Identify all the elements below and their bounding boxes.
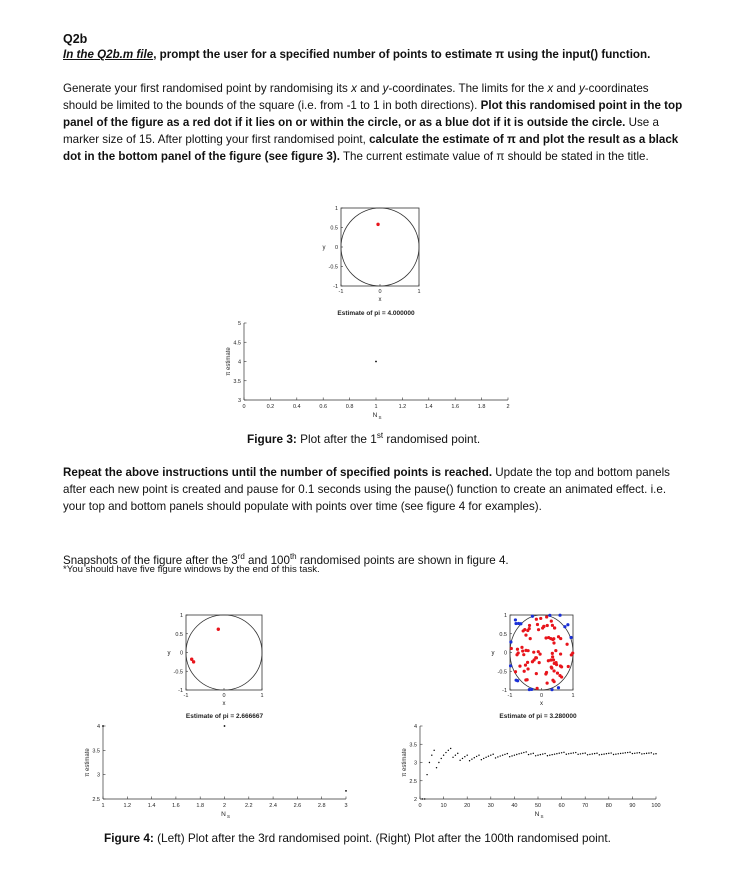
chart-title: Estimate of pi = 2.666667 [185, 713, 264, 720]
x-tick-label: -1 [338, 289, 344, 295]
unit-circle [186, 615, 262, 690]
estimate-point [655, 753, 656, 754]
x-axis-label: N [372, 412, 378, 419]
estimate-point [556, 753, 557, 754]
estimate-point [471, 758, 472, 759]
x-tick-label: 10 [440, 803, 447, 809]
point [526, 678, 529, 681]
estimate-point [651, 752, 652, 753]
x-axis-label-subscript: S [540, 814, 544, 819]
estimate-point [495, 757, 496, 758]
estimate-point [559, 753, 560, 754]
estimate-point [476, 756, 477, 757]
estimate-point [618, 753, 619, 754]
estimate-point [592, 753, 593, 754]
y-tick-label: 3.5 [233, 378, 241, 385]
point [559, 652, 562, 655]
x-tick-label: 0.2 [266, 404, 275, 410]
point [514, 622, 517, 625]
estimate-point [345, 790, 347, 792]
point [560, 675, 563, 678]
estimate-point [518, 753, 519, 754]
point [556, 672, 559, 675]
point [524, 633, 527, 636]
point [535, 618, 538, 621]
estimate-point [474, 757, 475, 758]
estimate-point [566, 754, 567, 755]
estimate-point [375, 361, 377, 363]
y-tick-label: 0.5 [499, 631, 507, 638]
estimate-point [570, 753, 571, 754]
point [531, 615, 534, 618]
y-tick-label: 0.5 [175, 631, 183, 638]
y-tick-label: 4 [96, 724, 100, 730]
point [551, 679, 554, 682]
x-axis-label-subscript: S [378, 415, 382, 420]
estimate-point [485, 757, 486, 758]
y-axis-label: y [167, 650, 171, 657]
y-tick-label: -0.5 [497, 669, 507, 676]
point [553, 626, 556, 629]
point [523, 670, 526, 673]
y-axis-label: y [491, 650, 495, 657]
x-axis-label: N [221, 811, 226, 818]
estimate-point [481, 759, 482, 760]
estimate-point [426, 774, 427, 775]
point [546, 681, 549, 684]
estimate-point [634, 753, 635, 754]
estimate-point [561, 752, 562, 753]
y-tick-label: 2 [413, 797, 417, 803]
point [509, 640, 512, 643]
estimate-point [615, 753, 616, 754]
point [517, 651, 520, 654]
y-tick-label: 3 [96, 772, 100, 779]
chart-title: Estimate of pi = 3.280000 [499, 713, 577, 720]
point [552, 637, 555, 640]
x-tick-label: 1.4 [424, 404, 433, 410]
point [526, 667, 529, 670]
estimate-point [500, 755, 501, 756]
estimate-point [511, 755, 512, 756]
estimate-point [224, 725, 226, 727]
x-tick-label: 2 [506, 404, 510, 410]
x-axis-label: x [378, 297, 382, 303]
snapshots-paragraph: Snapshots of the figure after the 3rd and 100th randomised points are shown in figure 4. [63, 552, 509, 567]
x-tick-label: 1.2 [123, 803, 132, 809]
point [552, 641, 555, 644]
estimate-point [547, 755, 548, 756]
estimate-point [521, 752, 522, 753]
estimate-point [457, 753, 458, 754]
estimate-point [544, 753, 545, 754]
point [528, 627, 531, 630]
estimate-point [613, 754, 614, 755]
point [514, 670, 517, 673]
point [550, 688, 553, 691]
estimate-point [530, 753, 531, 754]
estimate-point [507, 753, 508, 754]
estimate-point [563, 752, 564, 753]
point [523, 628, 526, 631]
y-tick-label: 2.5 [92, 797, 100, 803]
estimate-point [422, 798, 423, 799]
estimate-point [620, 753, 621, 754]
point [558, 614, 561, 617]
point [538, 661, 541, 664]
y-tick-label: 4.5 [233, 340, 241, 347]
x-tick-label: 3 [344, 803, 348, 809]
estimate-point [629, 752, 630, 753]
point [550, 620, 553, 623]
point [521, 649, 524, 652]
estimate-point [627, 752, 628, 753]
point [551, 655, 554, 658]
y-tick-label: -1 [333, 284, 338, 290]
point [571, 651, 574, 654]
point [544, 636, 547, 639]
x-tick-label: 0 [418, 803, 422, 809]
x-tick-label: 2.8 [317, 803, 326, 809]
estimate-point [429, 762, 430, 763]
x-axis-label: x [540, 701, 543, 707]
estimate-point [433, 750, 434, 751]
point [546, 624, 549, 627]
x-tick-label: 0 [378, 289, 382, 295]
point [536, 687, 539, 690]
point [550, 667, 553, 670]
estimate-point [467, 755, 468, 756]
y-tick-label: 3 [413, 760, 417, 767]
y-tick-label: 1 [179, 613, 183, 619]
y-tick-label: 3.5 [409, 742, 417, 749]
y-tick-label: -0.5 [328, 264, 338, 271]
estimate-point [625, 752, 626, 753]
estimate-point [516, 754, 517, 755]
x-tick-label: 1 [260, 693, 264, 699]
estimate-point [577, 754, 578, 755]
point [516, 648, 519, 651]
estimate-point [641, 753, 642, 754]
x-tick-label: 1.2 [398, 404, 407, 410]
point [548, 614, 551, 617]
estimate-point [587, 754, 588, 755]
point [557, 635, 560, 638]
estimate-point [653, 753, 654, 754]
x-tick-label: 1.8 [196, 803, 205, 809]
y-tick-label: 1 [503, 613, 507, 619]
point [565, 643, 568, 646]
y-tick-label: -0.5 [173, 669, 183, 676]
x-tick-label: 1.4 [147, 803, 156, 809]
point [509, 664, 512, 667]
x-tick-label: 2.6 [293, 803, 302, 809]
repeat-paragraph: Repeat the above instructions until the number of specified points is reached. Update the top and bottom panels after each new point is created and pause for 0.1 seconds using the pause() function to create an animated effect. i.e. your top and bottom panels should populate with points over time (see figure 4 for examples). [63, 466, 670, 513]
x-tick-label: 0.4 [292, 404, 301, 410]
point [522, 653, 525, 656]
estimate-point [639, 752, 640, 753]
estimate-point [537, 755, 538, 756]
estimate-point [523, 752, 524, 753]
point [527, 649, 530, 652]
point [518, 665, 521, 668]
estimate-point [483, 758, 484, 759]
x-tick-label: 100 [651, 803, 661, 809]
estimate-point [646, 753, 647, 754]
x-tick-label: 2 [222, 803, 227, 809]
point [528, 624, 531, 627]
point [536, 623, 539, 626]
point [524, 664, 527, 667]
point [551, 652, 554, 655]
file-link: In the Q2b.m file [63, 48, 154, 61]
point [569, 636, 572, 639]
point [535, 672, 538, 675]
y-tick-label: 3.5 [92, 748, 100, 755]
x-tick-label: 30 [487, 803, 494, 809]
point [530, 688, 533, 691]
point [537, 628, 540, 631]
estimate-point [431, 755, 432, 756]
estimate-point [575, 752, 576, 753]
x-tick-label: 1 [101, 803, 105, 809]
estimate-point [554, 753, 555, 754]
point [566, 623, 569, 626]
x-tick-label: 20 [464, 803, 471, 809]
estimate-point [443, 755, 444, 756]
y-tick-label: -1 [502, 688, 507, 694]
y-tick-label: 0 [334, 245, 338, 251]
x-tick-label: -1 [183, 693, 189, 699]
x-tick-label: 50 [534, 803, 542, 809]
point [538, 652, 541, 655]
note-text: *You should have five figure windows by the end of this task. [63, 564, 320, 575]
y-tick-label: 0.5 [330, 225, 338, 232]
estimate-point [492, 754, 493, 755]
estimate-point [582, 753, 583, 754]
estimate-point [436, 767, 437, 768]
x-tick-label: 80 [605, 803, 612, 809]
y-axis-label: π estimate [226, 347, 232, 376]
estimate-point [478, 755, 479, 756]
point [554, 649, 557, 652]
point [553, 662, 556, 665]
y-tick-label: -1 [178, 688, 183, 694]
point [545, 615, 548, 618]
x-tick-label: 70 [582, 803, 589, 809]
estimate-point [542, 753, 543, 754]
estimate-point [528, 754, 529, 755]
estimate-point [610, 752, 611, 753]
y-tick-label: 3 [237, 398, 241, 404]
estimate-point [601, 754, 602, 755]
x-tick-label: 0 [242, 404, 246, 410]
estimate-point [441, 758, 442, 759]
x-tick-label: 1.8 [477, 404, 486, 410]
x-axis-label: x [222, 701, 226, 707]
point [559, 664, 562, 667]
point [551, 624, 554, 627]
figure4-caption: Figure 4: (Left) Plot after the 3rd randomised point. (Right) Plot after the 100th randomised point. [104, 831, 611, 845]
x-tick-label: 60 [558, 803, 565, 809]
estimate-point [469, 760, 470, 761]
instructions-paragraph: Generate your first randomised point by randomising its x and y-coordinates. The limits for the x and y-coordinates should be limited to the bounds of the square (i.e. from -1 to 1 in both directions). Plot this randomised point in the top panel of the figure as a red dot if it lies on or within the circle, or as a blue dot if it is outside the circle. Use a marker size of 15. After plotting your first randomised point, calculate the estimate of π and plot the result as a black dot in the bottom panel of the figure (see figure 3). The current estimate value of π should be stated in the title. [63, 82, 683, 163]
estimate-point [589, 754, 590, 755]
estimate-point [448, 750, 449, 751]
point [516, 679, 519, 682]
y-tick-label: 0 [503, 650, 507, 657]
y-axis-label: π estimate [402, 748, 408, 777]
estimate-point [526, 751, 527, 752]
estimate-point [596, 753, 597, 754]
estimate-point [450, 748, 451, 749]
x-axis-label: N [534, 811, 540, 818]
y-tick-label: 4 [237, 359, 241, 366]
x-tick-label: 1.6 [451, 404, 460, 410]
estimate-point [540, 754, 541, 755]
chart-title: Estimate of pi = 4.000000 [337, 310, 415, 317]
unit-circle [341, 208, 419, 286]
estimate-point [608, 753, 609, 754]
y-tick-label: 1 [334, 206, 338, 212]
estimate-point [438, 762, 439, 763]
estimate-point [644, 753, 645, 754]
point [539, 617, 542, 620]
estimate-point [580, 753, 581, 754]
point [552, 669, 555, 672]
x-tick-label: 40 [511, 803, 518, 809]
question-label: Q2b [63, 32, 88, 46]
estimate-point [459, 760, 460, 761]
y-tick-label: 4 [413, 724, 417, 730]
figure3-caption: Figure 3: Plot after the 1st randomised point. [247, 431, 481, 446]
point [531, 660, 534, 663]
point [532, 651, 535, 654]
point [520, 646, 523, 649]
point [192, 660, 195, 663]
point [547, 659, 550, 662]
estimate-point [502, 755, 503, 756]
estimate-point [551, 754, 552, 755]
estimate-point [606, 753, 607, 754]
x-tick-label: 0.6 [319, 404, 328, 410]
x-tick-label: 0 [539, 693, 544, 699]
x-tick-label: 0 [222, 693, 226, 699]
estimate-point [594, 753, 595, 754]
question-intro: In the Q2b.m file, prompt the user for a specified number of points to estimate π using the input() function. [63, 48, 651, 61]
estimate-point [464, 756, 465, 757]
x-tick-label: 90 [629, 803, 636, 809]
x-tick-label: 1.6 [172, 803, 180, 809]
estimate-point [603, 753, 604, 754]
estimate-point [573, 752, 574, 753]
estimate-point [452, 757, 453, 758]
estimate-point [568, 753, 569, 754]
estimate-point [535, 755, 536, 756]
point [529, 637, 532, 640]
estimate-point [455, 755, 456, 756]
estimate-point [533, 753, 534, 754]
y-tick-label: 5 [237, 321, 241, 327]
estimate-point [622, 752, 623, 753]
x-tick-label: -1 [507, 693, 513, 699]
y-tick-label: 0 [179, 650, 183, 657]
estimate-point [648, 752, 649, 753]
estimate-point [514, 755, 515, 756]
estimate-point [549, 755, 550, 756]
point [544, 672, 547, 675]
point [217, 628, 220, 631]
estimate-point [445, 752, 446, 753]
x-tick-label: 1 [571, 693, 575, 699]
estimate-point [102, 725, 104, 727]
y-axis-label: y [322, 245, 326, 251]
point [376, 223, 379, 226]
estimate-point [509, 756, 510, 757]
x-tick-label: 2.2 [244, 803, 253, 809]
estimate-point [585, 752, 586, 753]
estimate-point [424, 798, 425, 799]
estimate-point [462, 758, 463, 759]
point [557, 686, 560, 689]
x-tick-label: 1 [417, 289, 421, 295]
point [526, 661, 529, 664]
point [541, 626, 544, 629]
y-tick-label: 2.5 [409, 778, 417, 785]
point [510, 647, 513, 650]
point [563, 625, 566, 628]
point [514, 618, 517, 621]
x-axis-label-subscript: S [226, 814, 231, 819]
estimate-point [599, 754, 600, 755]
estimate-point [636, 752, 637, 753]
x-tick-label: 0.8 [345, 404, 354, 410]
estimate-point [497, 756, 498, 757]
point [567, 665, 570, 668]
x-tick-label: 2.4 [269, 803, 277, 809]
y-axis-label: π estimate [85, 748, 91, 777]
point [549, 637, 552, 640]
x-tick-label: 1 [374, 404, 378, 410]
estimate-point [504, 754, 505, 755]
estimate-point [632, 753, 633, 754]
point [534, 656, 537, 659]
estimate-point [488, 756, 489, 757]
estimate-point [490, 755, 491, 756]
